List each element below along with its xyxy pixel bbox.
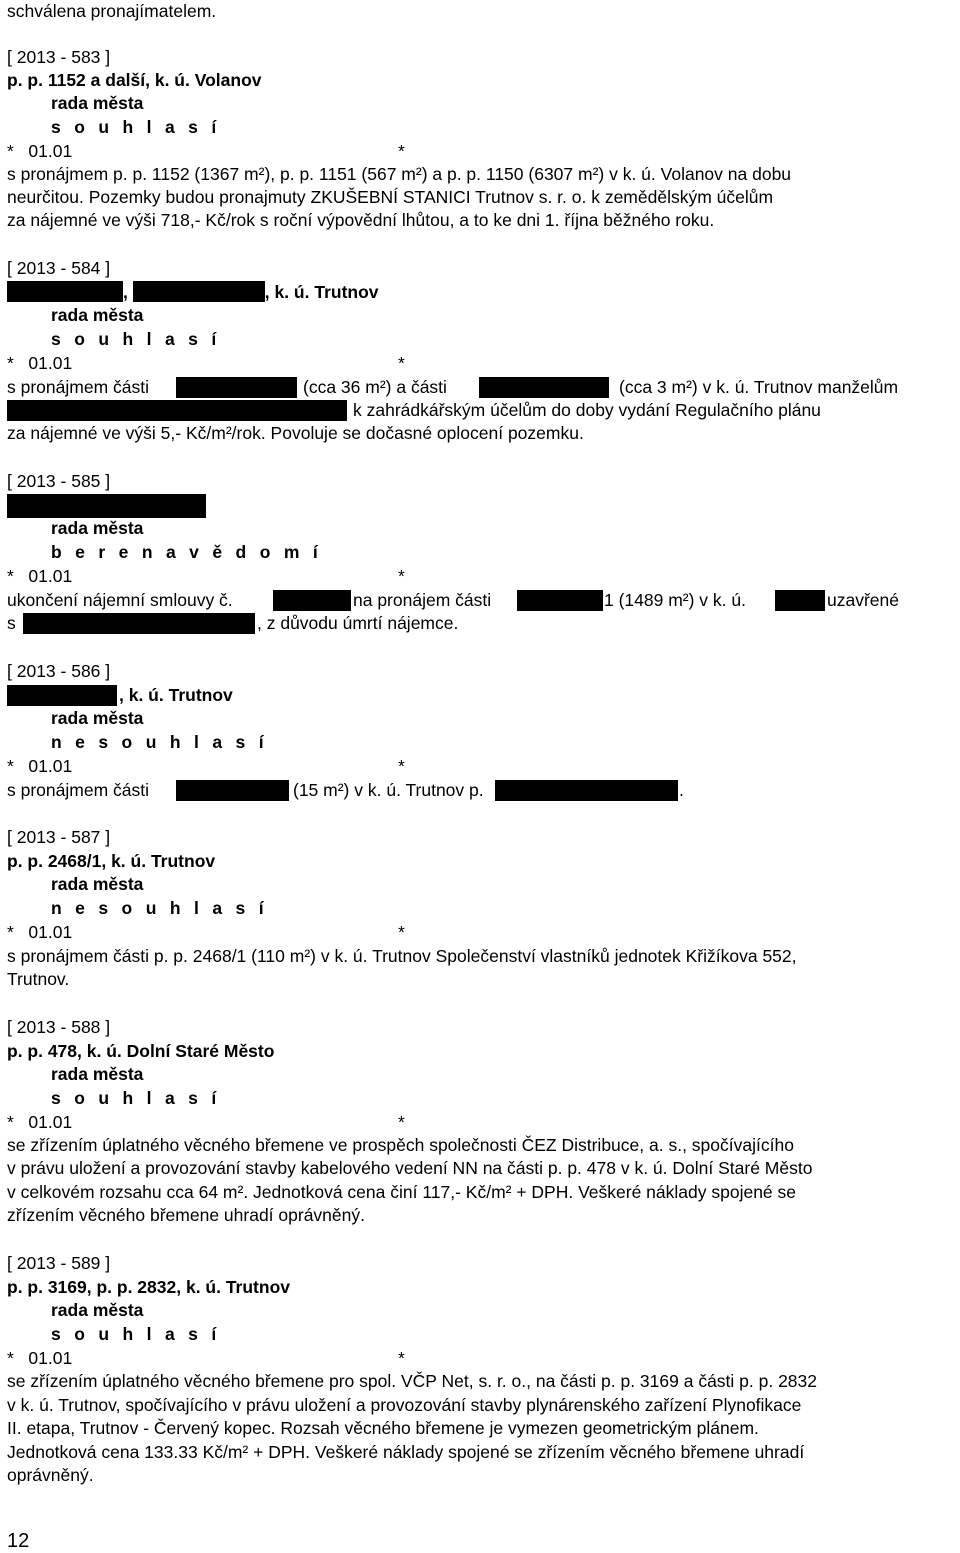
resolution-text-line: s bbox=[7, 613, 16, 633]
resolution-subject: p. p. 2468/1, k. ú. Trutnov bbox=[7, 851, 216, 871]
resolution-text-line: s pronájmem části bbox=[7, 780, 149, 800]
resolution-id: [ 2013 - 588 ] bbox=[7, 1017, 111, 1037]
resolution-id: [ 2013 - 583 ] bbox=[7, 47, 111, 67]
resolution-text-line: 1 (1489 m²) v k. ú. bbox=[604, 590, 746, 610]
resolution-id: [ 2013 - 584 ] bbox=[7, 258, 111, 278]
resolution-id: [ 2013 - 586 ] bbox=[7, 661, 111, 681]
resolution-text-line: v celkovém rozsahu cca 64 m². Jednotková cena činí 117,- Kč/m² + DPH. Veškeré náklady spojené se bbox=[7, 1182, 797, 1202]
resolution-code: * 01.01 bbox=[7, 1112, 73, 1132]
resolution-verdict: n e s o u h l a s í bbox=[51, 732, 268, 752]
resolution-code: * 01.01 bbox=[7, 141, 73, 161]
resolution-body: rada města bbox=[51, 874, 144, 894]
resolution-code-end: * bbox=[398, 353, 405, 373]
resolution-code-end: * bbox=[398, 756, 405, 776]
resolution-text-line: Trutnov. bbox=[7, 969, 70, 989]
redaction-block bbox=[775, 590, 825, 611]
resolution-text-line: neurčitou. Pozemky budou pronajmuty ZKUŠEBNÍ STANICI Trutnov s. r. o. k zemědělským účelům bbox=[7, 187, 774, 207]
resolution-code: * 01.01 bbox=[7, 756, 73, 776]
resolution-text-line: se zřízením úplatného věcného břemene pro spol. VČP Net, s. r. o., na části p. p. 3169 a části p. p. 2832 bbox=[7, 1371, 818, 1391]
resolution-verdict: b e r e n a v ě d o m í bbox=[51, 542, 323, 562]
intro-text: schválena pronajímatelem. bbox=[7, 1, 217, 21]
redaction-block bbox=[7, 400, 347, 421]
resolution-subject: p. p. 1152 a další, k. ú. Volanov bbox=[7, 70, 262, 90]
resolution-text-line: s pronájmem části p. p. 2468/1 (110 m²) v k. ú. Trutnov Společenství vlastníků jednotek Křižíkova 552, bbox=[7, 946, 797, 966]
resolution-code: * 01.01 bbox=[7, 922, 73, 942]
resolution-text-line: II. etapa, Trutnov - Červený kopec. Rozsah věcného břemene je vymezen geometrickým plánem. bbox=[7, 1418, 759, 1438]
resolution-code-end: * bbox=[398, 1348, 405, 1368]
resolution-text-line: zřízením věcného břemene uhradí oprávněný. bbox=[7, 1205, 365, 1225]
resolution-code: * 01.01 bbox=[7, 1348, 73, 1368]
resolution-subject: , , k. ú. Trutnov bbox=[7, 281, 379, 304]
resolution-id: [ 2013 - 587 ] bbox=[7, 827, 111, 847]
resolution-subject: p. p. 3169, p. p. 2832, k. ú. Trutnov bbox=[7, 1277, 290, 1297]
resolution-code-end: * bbox=[398, 141, 405, 161]
resolution-text-line: za nájemné ve výši 718,- Kč/rok s roční výpovědní lhůtou, a to ke dni 1. října běžného roku. bbox=[7, 210, 715, 230]
resolution-text-line: se zřízením úplatného věcného břemene ve prospěch společnosti ČEZ Distribuce, a. s., spočívajícího bbox=[7, 1135, 794, 1155]
resolution-body: rada města bbox=[51, 708, 144, 728]
resolution-text-line: ukončení nájemní smlouvy č. bbox=[7, 590, 233, 610]
resolution-verdict: n e s o u h l a s í bbox=[51, 898, 268, 918]
resolution-code: * 01.01 bbox=[7, 353, 73, 373]
page-number: 12 bbox=[7, 1530, 30, 1552]
redaction-block bbox=[479, 377, 609, 398]
redaction-block bbox=[133, 281, 265, 302]
resolution-text-line: , z důvodu úmrtí nájemce. bbox=[257, 613, 459, 633]
redaction-block bbox=[7, 281, 123, 302]
resolution-body: rada města bbox=[51, 1300, 144, 1320]
resolution-text-line: s pronájmem p. p. 1152 (1367 m²), p. p. 1151 (567 m²) a p. p. 1150 (6307 m²) v k. ú. Volanov na dobu bbox=[7, 164, 792, 184]
resolution-subject: p. p. 478, k. ú. Dolní Staré Město bbox=[7, 1041, 275, 1061]
resolution-text-line: za nájemné ve výši 5,- Kč/m²/rok. Povoluje se dočasné oplocení pozemku. bbox=[7, 423, 584, 443]
redaction-block bbox=[23, 613, 255, 634]
resolution-text-line: na pronájem části bbox=[353, 590, 492, 610]
resolution-text-line: Jednotková cena 133.33 Kč/m² + DPH. Veškeré náklady spojené se zřízením věcného břemene uhradí bbox=[7, 1442, 805, 1462]
resolution-subject: , k. ú. Trutnov bbox=[119, 685, 233, 705]
resolution-text-line: (15 m²) v k. ú. Trutnov p. bbox=[293, 780, 484, 800]
resolution-text-line: (cca 3 m²) v k. ú. Trutnov manželům bbox=[619, 377, 899, 397]
resolution-text-line: v právu uložení a provozování stavby kabelového vedení NN na části p. p. 478 v k. ú. Dolní Staré Město bbox=[7, 1158, 813, 1178]
resolution-body: rada města bbox=[51, 305, 144, 325]
redaction-block bbox=[7, 685, 117, 706]
resolution-id: [ 2013 - 589 ] bbox=[7, 1253, 111, 1273]
resolution-text-line: (cca 36 m²) a části bbox=[303, 377, 447, 397]
redaction-block bbox=[495, 780, 678, 801]
redaction-block bbox=[176, 377, 297, 398]
resolution-text-line: v k. ú. Trutnov, spočívajícího v právu uložení a provozování stavby plynárenského zařízení Plynofikace bbox=[7, 1395, 802, 1415]
resolution-code-end: * bbox=[398, 922, 405, 942]
redaction-block bbox=[7, 494, 206, 518]
resolution-text-line: k zahrádkářským účelům do doby vydání Regulačního plánu bbox=[353, 400, 821, 420]
resolution-verdict: s o u h l a s í bbox=[51, 1088, 221, 1108]
resolution-text-line: oprávněný. bbox=[7, 1465, 94, 1485]
resolution-body: rada města bbox=[51, 93, 144, 113]
resolution-id: [ 2013 - 585 ] bbox=[7, 471, 111, 491]
resolution-body: rada města bbox=[51, 518, 144, 538]
resolution-verdict: s o u h l a s í bbox=[51, 329, 221, 349]
redaction-block bbox=[273, 590, 351, 611]
resolution-text-line: . bbox=[679, 780, 684, 800]
resolution-code: * 01.01 bbox=[7, 566, 73, 586]
resolution-text-line: uzavřené bbox=[827, 590, 899, 610]
redaction-block bbox=[176, 780, 289, 801]
resolution-text-line: s pronájmem části bbox=[7, 377, 149, 397]
resolution-verdict: s o u h l a s í bbox=[51, 1324, 221, 1344]
resolution-verdict: s o u h l a s í bbox=[51, 117, 221, 137]
resolution-code-end: * bbox=[398, 566, 405, 586]
resolution-code-end: * bbox=[398, 1112, 405, 1132]
redaction-block bbox=[517, 590, 603, 611]
resolution-body: rada města bbox=[51, 1064, 144, 1084]
